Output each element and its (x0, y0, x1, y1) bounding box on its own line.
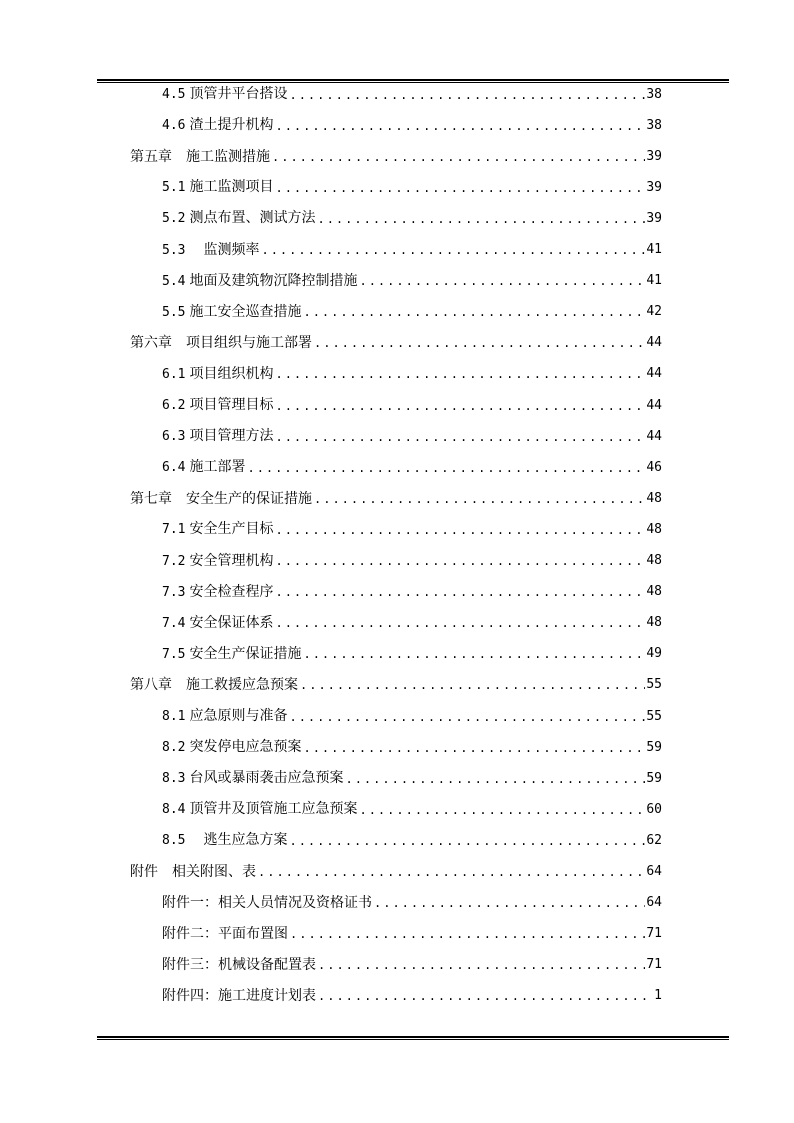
toc-dot-leader (303, 740, 645, 756)
toc-entry-title (162, 428, 275, 445)
toc-page-number: 48 (646, 553, 662, 568)
toc-entry-text: 台风或暴雨袭击应急预案 (189, 770, 344, 787)
toc-page-number: 59 (646, 770, 662, 786)
toc-page-number: 49 (646, 646, 662, 662)
toc-dot-leader (275, 429, 645, 445)
toc-dot-leader (247, 460, 645, 476)
toc-dot-leader (300, 677, 645, 693)
toc-dot-leader (289, 833, 645, 849)
toc-entry-text: 第七章 安全生产的保证措施 (130, 490, 312, 507)
toc-entry-text: 安全生产目标 (189, 521, 274, 538)
toc-entry-number: 8.4 (162, 802, 186, 818)
toc-entry-number: 7.2 (162, 553, 186, 569)
toc-entry[interactable] (162, 888, 662, 919)
toc-page-number: 44 (646, 397, 662, 413)
toc-entry-title (162, 521, 275, 538)
toc-page-number: 38 (646, 117, 662, 133)
toc-entry-text: 突发停电应急预案 (189, 739, 302, 756)
toc-entry-title (162, 86, 289, 103)
toc-entry-title (162, 988, 318, 1004)
toc-dot-leader (275, 553, 645, 569)
toc-entry[interactable] (162, 79, 662, 110)
toc-dot-leader (289, 709, 645, 725)
toc-entry-title (162, 553, 275, 570)
toc-entry-text: 附件四：施工进度计划表 (162, 988, 316, 1005)
toc-entry[interactable] (130, 328, 662, 359)
toc-entry[interactable] (162, 110, 662, 141)
toc-page-number: 39 (646, 148, 662, 164)
toc-entry-text: 施工部署 (189, 459, 246, 476)
toc-entry-number: 4.6 (162, 118, 186, 134)
toc-page-number: 64 (646, 864, 662, 879)
toc-entry-title (162, 304, 303, 321)
toc-entry-text: 顶管井平台搭设 (189, 86, 288, 102)
toc-entry[interactable] (162, 639, 662, 670)
toc-entry-title (162, 366, 275, 383)
toc-dot-leader (374, 895, 645, 911)
toc-entry-text: 项目管理方法 (189, 428, 274, 445)
toc-entry[interactable] (162, 825, 662, 856)
toc-dot-leader (289, 87, 645, 103)
toc-entry-title (130, 864, 258, 880)
toc-dot-leader (314, 491, 645, 507)
toc-dot-leader (318, 957, 645, 973)
toc-dot-leader (303, 304, 645, 320)
toc-page-number: 39 (646, 210, 662, 226)
toc-page-number: 71 (646, 957, 662, 973)
toc-entry[interactable] (162, 732, 662, 763)
toc-entry-number: 6.2 (162, 398, 186, 413)
toc-entry-text: 测点布置、测试方法 (189, 210, 316, 227)
toc-entry-text: 顶管井及顶管施工应急预案 (189, 801, 358, 818)
toc-dot-leader (314, 335, 645, 351)
toc-entry-title (162, 117, 275, 134)
toc-page-number: 48 (646, 615, 662, 631)
toc-entry-number: 5.5 (162, 304, 186, 320)
toc-entry[interactable] (162, 546, 662, 577)
toc-entry[interactable] (162, 763, 662, 794)
toc-entry-text: 项目组织机构 (189, 365, 274, 382)
toc-page-number: 42 (646, 304, 662, 320)
toc-page-number: 1 (654, 988, 662, 1004)
toc-entry-title (162, 739, 303, 756)
toc-page-number: 55 (646, 677, 662, 693)
toc-dot-leader (272, 149, 645, 165)
toc-entry-title (162, 646, 303, 663)
toc-entry-number: 5.2 (162, 211, 186, 227)
toc-entry-title (162, 801, 359, 818)
toc-entry-text: 附件三：机械设备配置表 (162, 957, 316, 974)
toc-dot-leader (258, 864, 645, 880)
toc-entry[interactable] (162, 203, 662, 234)
toc-entry-text: 安全保证体系 (189, 614, 274, 631)
toc-entry-title (130, 149, 272, 165)
toc-entry[interactable] (162, 794, 662, 825)
toc-entry-number: 8.3 (162, 771, 186, 787)
toc-page-number: 71 (646, 926, 662, 942)
toc-entry-number: 5.3 (162, 242, 186, 258)
toc-entry[interactable] (162, 297, 662, 328)
toc-entry-title (162, 708, 289, 725)
toc-entry-number: 5.4 (162, 273, 186, 289)
toc-dot-leader (275, 398, 645, 414)
toc-entry[interactable] (162, 701, 662, 732)
toc-dot-leader (345, 771, 645, 787)
toc-entry[interactable] (162, 950, 662, 981)
toc-entry-title (130, 491, 314, 507)
toc-entry[interactable] (130, 483, 662, 514)
toc-entry-number: 7.4 (162, 615, 186, 631)
toc-entry-number: 6.1 (162, 366, 186, 382)
toc-page-number: 60 (646, 801, 662, 817)
toc-entry-text: 地面及建筑物沉降控制措施 (189, 272, 358, 289)
toc-entry-number: 8.2 (162, 740, 186, 756)
toc-dot-leader (359, 273, 645, 289)
toc-page-number: 55 (646, 708, 662, 724)
toc-entry[interactable] (162, 514, 662, 545)
toc-entry[interactable] (130, 141, 662, 172)
toc-dot-leader (275, 584, 645, 600)
toc-page-number: 44 (646, 428, 662, 444)
toc-entry-number: 8.1 (162, 709, 186, 724)
toc-entry-text: 项目管理目标 (189, 397, 274, 413)
toc-entry[interactable] (130, 670, 662, 701)
toc-entry-title (162, 584, 275, 601)
toc-entry[interactable] (162, 577, 662, 608)
toc-dot-leader (261, 242, 645, 258)
toc-entry-text: 第八章 施工救援应急预案 (130, 677, 298, 694)
toc-page-number: 62 (646, 832, 662, 848)
toc-page-number: 59 (646, 739, 662, 755)
toc-entry-text: 逃生应急方案 (189, 832, 288, 849)
toc-entry-title (130, 677, 300, 693)
toc-entry[interactable] (162, 919, 662, 950)
toc-entry-number: 7.5 (162, 646, 186, 662)
toc-entry-title (162, 210, 317, 227)
toc-entry[interactable] (162, 266, 662, 297)
toc-entry[interactable] (162, 421, 662, 452)
toc-entry[interactable] (162, 172, 662, 203)
toc-entry-text: 第五章 施工监测措施 (130, 148, 270, 165)
toc-entry-text: 施工监测项目 (189, 179, 274, 196)
toc-entry-number: 6.3 (162, 429, 186, 445)
toc-entry-text: 监测频率 (189, 241, 260, 258)
toc-dot-leader (275, 118, 645, 134)
toc-page-number: 48 (646, 521, 662, 537)
footer-rule (97, 1036, 729, 1040)
toc-page-number: 48 (646, 490, 662, 506)
toc-entry-title (162, 242, 261, 259)
toc-page-number: 41 (646, 273, 662, 289)
toc-page-number: 44 (646, 335, 662, 351)
toc-dot-leader (275, 522, 645, 538)
toc-entry-text: 附件二：平面布置图 (162, 926, 288, 943)
toc-page-number: 41 (646, 242, 662, 257)
toc-dot-leader (290, 926, 645, 942)
toc-entry-number: 4.5 (162, 87, 186, 102)
toc-entry-title (162, 615, 275, 632)
toc-dot-leader (317, 211, 645, 227)
toc-dot-leader (303, 646, 645, 662)
toc-entry[interactable] (162, 390, 662, 421)
toc-entry[interactable] (162, 981, 662, 1012)
toc-entry-title (162, 459, 247, 476)
toc-page-number: 46 (646, 459, 662, 475)
toc-dot-leader (275, 180, 645, 196)
toc-entry-text: 附件 相关附图、表 (130, 864, 256, 880)
toc-dot-leader (359, 802, 645, 818)
toc-page-number: 38 (646, 86, 662, 102)
toc-entry-title (162, 926, 290, 942)
toc-entry-title (162, 957, 318, 973)
toc-entry[interactable] (130, 857, 662, 888)
toc-entry-title (162, 179, 275, 196)
toc-entry-text: 应急原则与准备 (189, 708, 288, 724)
toc-entry-title (162, 895, 374, 911)
toc-entry-text: 第六章 项目组织与施工部署 (130, 335, 312, 352)
toc-entry-title (162, 832, 289, 849)
toc-dot-leader (318, 988, 653, 1004)
toc-entry-number: 7.3 (162, 584, 186, 600)
toc-entry-number: 8.5 (162, 833, 186, 849)
toc-page-number: 64 (646, 895, 662, 911)
toc-entry[interactable] (162, 608, 662, 639)
toc-entry-title (162, 397, 275, 414)
toc-dot-leader (275, 615, 645, 631)
toc-entry-text: 安全检查程序 (189, 583, 274, 600)
toc-entry-text: 渣土提升机构 (189, 117, 274, 134)
toc-entry-number: 6.4 (162, 460, 186, 476)
toc-entry-text: 施工安全巡查措施 (189, 303, 302, 320)
toc-entry-number: 5.1 (162, 180, 186, 196)
toc-page-number: 44 (646, 366, 662, 382)
toc-entry-title (162, 273, 359, 290)
toc-entry[interactable] (162, 359, 662, 390)
toc-entry-text: 附件一：相关人员情况及资格证书 (162, 895, 372, 912)
toc-page-number: 39 (646, 179, 662, 195)
toc-page-number: 48 (646, 584, 662, 600)
toc-entry-number: 7.1 (162, 522, 186, 538)
toc-entry-text: 安全生产保证措施 (189, 645, 302, 662)
toc-entry-text: 安全管理机构 (189, 552, 274, 569)
toc-dot-leader (275, 366, 645, 382)
toc-entry-title (162, 770, 345, 787)
toc-entry[interactable] (162, 235, 662, 266)
toc-entry-title (130, 335, 314, 351)
toc-entry[interactable] (162, 452, 662, 483)
